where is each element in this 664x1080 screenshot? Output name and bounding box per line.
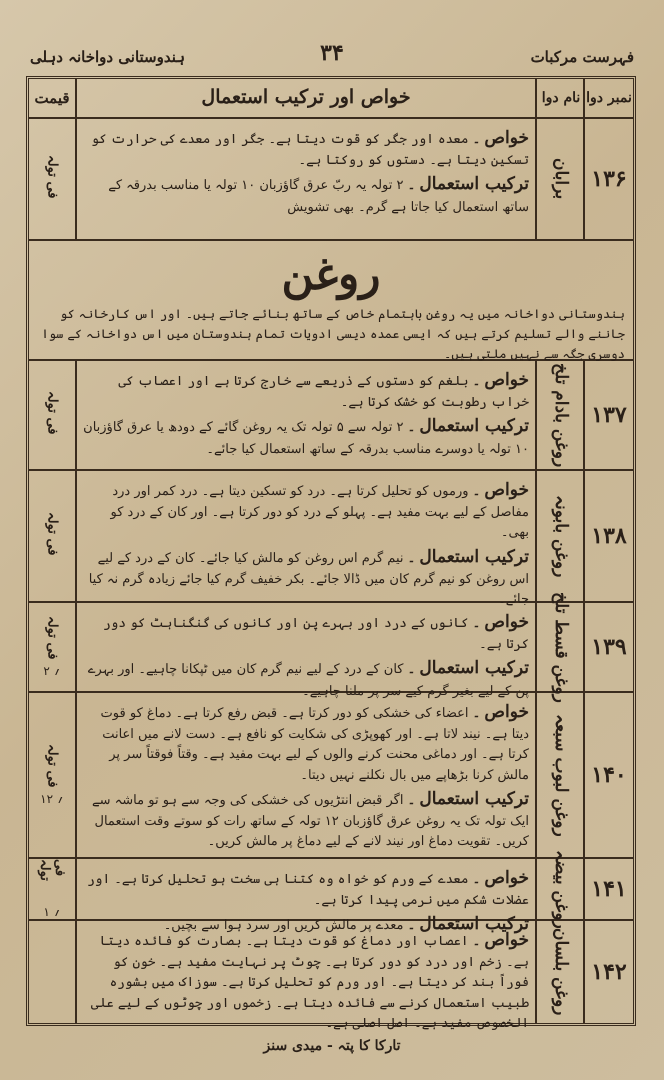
row-name [535,471,585,601]
row-body [75,921,537,1031]
row-price [29,921,77,1023]
line-text: اگر قبض انتڑیوں کی خشکی کی وجہ سے ہو تو ماشہ سے ایک تولہ تک یہ روغن عرق گاؤزبان ۱۲ تولہ کے ساتھ رات کو سوتے وقت استعمال کریں۔ تقویت دماغ اور نیند لانے کے لیے دماغ پر مالش کریں۔ [92,792,529,850]
row-body [75,119,537,239]
header-name-label: نام دوا [541,90,581,106]
dash-icon: ۔ [407,918,416,934]
row-name-label: روغن لبوب سبعہ [551,713,571,837]
page-number: ۳۴ [320,40,344,66]
row-body [75,471,537,608]
row-number: ۱۳۶ [583,119,633,239]
line-text: بلغم کو دستوں کے ذریعے سے خارج کرتا ہے اور اعصاب کی خراب رطوبت کو خشک کرتا ہے۔ [118,374,529,411]
price-unit: فی تولہ [44,391,60,435]
header-body: خواص اور ترکیب استعمال [201,86,411,109]
table-header-row [29,79,633,119]
row-number: ۱۳۷ [583,361,633,469]
row-name-label: روغن بادام تلخ [551,362,571,468]
page-footer: تارکا کا پتہ - میدی سنز [263,1038,401,1054]
line-key: خواص [484,868,529,888]
row-price [29,693,77,857]
row-name [535,849,585,929]
line-key: خواص [484,370,529,390]
catalog-table [26,76,636,1031]
dash-icon: ۔ [407,792,416,808]
section-rogan [29,241,633,361]
dash-icon: ۔ [472,132,481,147]
row-name [535,119,585,239]
line-key: ترکیب استعمال [419,416,529,437]
price-value: ۱ ؍ [43,905,61,919]
page-header [30,40,634,70]
table-row [29,471,633,608]
line-text: نیم گرم اس روغن کو مالش کیا جائے۔ کان کے درد کے لیے اس روغن کو نیم گرم کان میں ڈالا جائے۔ بکر خفیف گرم کیا جائے زیادہ گرم نہ کیا جائے۔ [88,550,529,608]
header-right: فہرست مرکبات [530,48,634,66]
row-body [75,603,537,699]
line-text: ورموں کو تحلیل کرتا ہے۔ درد کو تسکین دیتا ہے۔ درد کمر اور درد مفاصل کے لیے بہت مفید ہے۔ پہلو کے درد کو دور کرتا ہے۔ اور کان کے درد کو بھی۔ [110,484,529,541]
header-number [583,79,633,117]
line-text: معدہ اور جگر کو قوت دیتا ہے۔ جگر اور معدے کی حرارت کو تسکین دیتا ہے۔ دستوں کو روکتا ہے۔ [91,132,529,169]
row-line [83,865,529,911]
dash-icon: ۔ [472,374,481,389]
line-key: ترکیب استعمال [419,658,529,679]
row-line [83,477,529,544]
dash-icon: ۔ [407,550,416,566]
table-row [29,361,633,471]
line-key: خواص [484,612,529,632]
price-unit: فی تولہ [37,859,67,881]
dash-icon: ۔ [472,616,481,631]
line-text: ۲ تولہ یہ ربّ عرق گاؤزبان ۱۰ تولہ یا مناسب بدرقہ کے ساتھ استعمال کیا جاتا ہے گرم۔ بھی تشویش [108,178,529,215]
row-number: ۱۴۰ [583,693,633,857]
row-price [29,603,77,691]
dash-icon: ۔ [472,484,481,499]
header-name [535,79,585,117]
section-intro: ہندوستانی دواخانہ میں یہ روغن باہتمام خاص کے ساتھ بنائے جاتے ہیں۔ اور اس کارخانہ کو جاننے والے تسلیم کرتے ہیں کہ ایسی عمدہ دیسی ادویات تمام ہندوستان میں اس دواخانہ کے سوا دوسری جگہ سے نہیں ملتی ہیں۔ [41,306,625,361]
line-key: خواص [484,128,529,148]
row-line [83,367,529,413]
row-name [535,693,585,857]
row-number: ۱۴۱ [583,859,633,919]
row-number: ۱۳۸ [583,471,633,601]
row-name-label: روغن قسط تلخ [551,591,571,703]
line-text: کانوں کے درد اور بہرے پن اور کانوں کی گنگناہٹ کو دور کرتا ہے۔ [103,616,529,653]
dash-icon: ۔ [407,662,416,678]
row-price [29,361,77,469]
line-text: اعصاب اور دماغ کو قوت دیتا ہے۔ بصارت کو فائدہ دیتا ہے۔ زخم اور درد کو دور کرتا ہے۔ چوٹ پر نہایت مفید ہے۔ خون کو فوراً بند کر دیتا ہے۔ اور ورم کو تحلیل کرتا ہے۔ سوزاک میں بشورہ طبیب استعمال کرنے سے فائدہ دیتا ہے۔ زخموں اور چوٹوں کے لیے علی الخصوص مفید ہے۔ اصل اصلی ہے۔ [90,934,529,1031]
row-number: ۱۳۹ [583,603,633,691]
table-row [29,119,633,241]
header-left: ہندوستانی دواخانہ دہلی [30,48,186,66]
row-body [75,693,537,857]
row-line [83,413,529,459]
row-price [29,471,77,601]
row-body [75,361,537,469]
row-price [29,859,77,919]
price-unit: فی تولہ [44,744,60,788]
line-key: ترکیب استعمال [419,174,529,195]
row-line [83,125,529,171]
price-unit: فی تولہ [44,512,60,556]
table-row [29,591,633,703]
row-line [83,699,529,786]
row-line [83,786,529,853]
dash-icon: ۔ [472,706,481,721]
line-key: خواص [484,480,529,500]
line-text: معدے کے ورم کو خواہ وہ کتنا ہی سخت ہو تحلیل کرتا ہے۔ اور عضلات شکم میں نرمی پیدا کرتا ہے۔ [87,872,529,909]
line-text: معدے پر مالش کریں اور سرد ہوا سے بچیں۔ [163,918,404,934]
table-row [29,921,633,1031]
line-text: ۲ تولہ سے ۵ تولہ تک یہ روغن گائے کے دودھ یا عرق گاؤزبان ۱۰ تولہ یا دوسرے مناسب بدرقہ کے ساتھ استعمال کیا جائے۔ [83,420,529,457]
dash-icon: ۔ [407,178,416,194]
line-text: اعضاء کی خشکی کو دور کرتا ہے۔ قبض رفع کرتا ہے۔ دماغ کو قوت دیتا ہے۔ نیند لاتا ہے۔ اور کھوپڑی کی شکایت کو نافع ہے۔ دست لانے میں اعانت کرتا ہے۔ اور دماغی محنت کرنے والوں کے لیے بہت مفید ہے۔ وقتاً فوقتاً سر پر مالش کرنا بڑھاپے میں بال نکلنے نہیں دیتا۔ [100,706,529,783]
header-number-label: نمبر دوا [586,90,632,106]
row-name [535,361,585,469]
line-key: ترکیب استعمال [419,914,529,935]
table-row [29,849,633,935]
row-line [83,609,529,655]
row-line [83,544,529,611]
price-value: ۲ ؍ [43,663,61,678]
row-body [75,859,537,935]
header-price: قیمت [29,79,77,117]
line-key: خواص [484,930,529,950]
row-name [535,921,585,1023]
row-name-label: روغن بلسان [551,928,571,1016]
dash-icon: ۔ [407,420,416,436]
line-key: خواص [484,702,529,722]
row-name [535,591,585,703]
row-line [83,927,529,1034]
row-line [83,171,529,217]
table-row [29,693,633,859]
price-value: ۱۲ ؍ [40,791,64,806]
line-key: ترکیب استعمال [419,546,529,567]
section-title: روغن [281,249,381,300]
line-text: کان کے درد کے لیے نیم گرم کان میں ٹپکانا چاہیے۔ اور بہرے پن کے لیے بغیر گرم کیے سر پر ملنا چاہیے۔ [87,662,529,699]
row-price [29,119,77,239]
row-name-label: روغن بیضہ [551,849,571,929]
price-unit: فی تولہ [44,616,60,660]
line-key: ترکیب استعمال [419,788,529,809]
row-name-label: روغن بابونہ [551,494,571,578]
dash-icon: ۔ [472,872,481,887]
row-number: ۱۴۲ [583,921,633,1023]
price-unit: فی تولہ [44,155,60,199]
dash-icon: ۔ [472,934,481,949]
row-name-label: برابان [551,158,571,200]
